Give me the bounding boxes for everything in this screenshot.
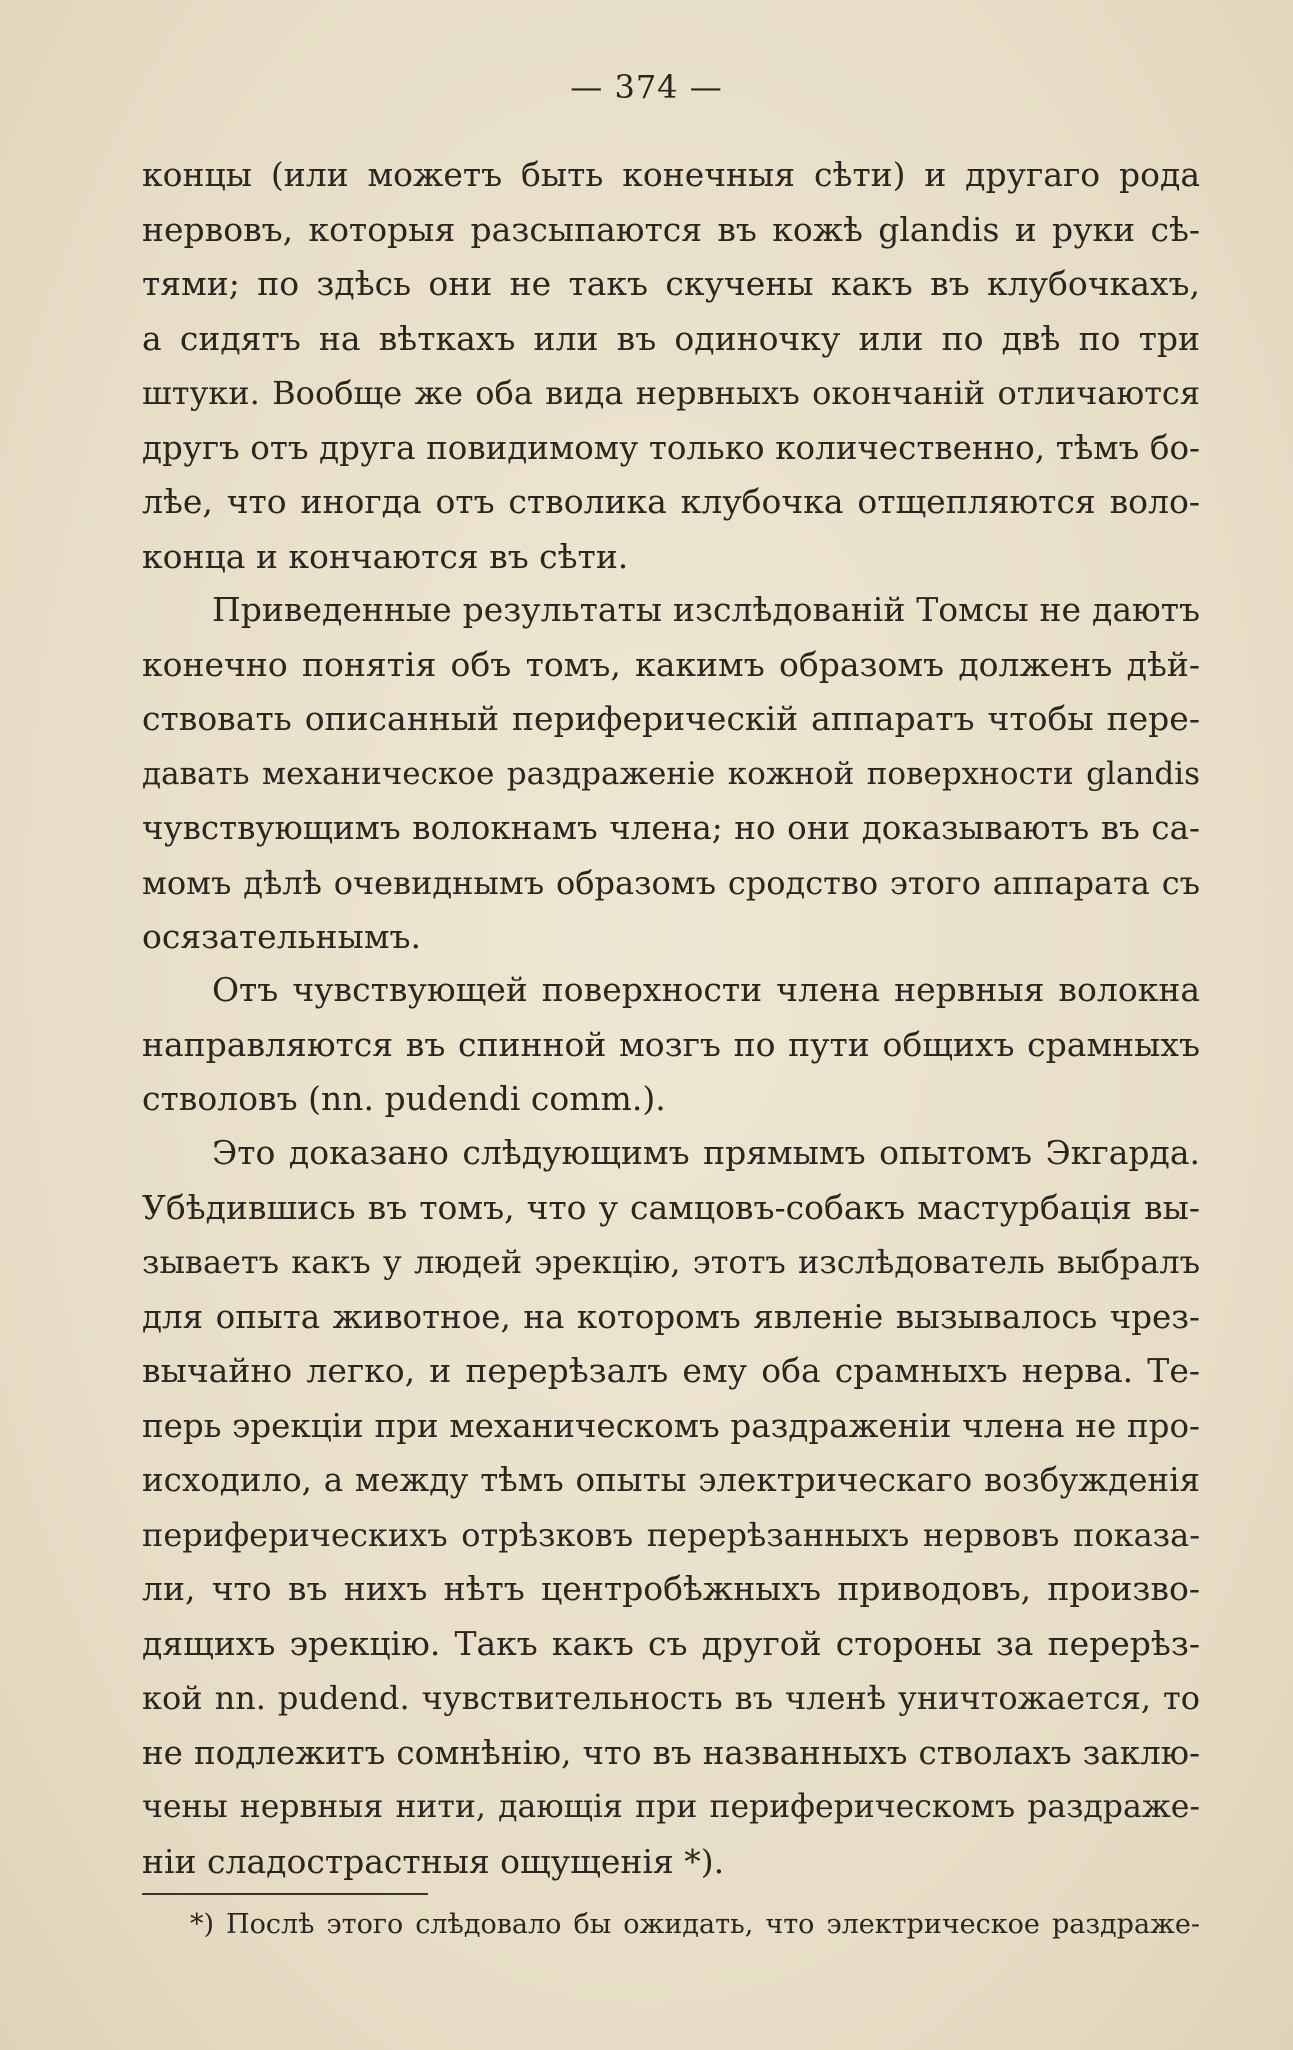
text-line: конечно понятія объ томъ, какимъ образомъ долженъ дѣй- xyxy=(142,644,1200,684)
paragraph-3 xyxy=(142,963,1200,1127)
text-line: момъ дѣлѣ очевиднымъ образомъ сродство этого аппарата съ xyxy=(142,863,1200,902)
text-line: Это доказано слѣдующимъ прямымъ опытомъ Экгарда. xyxy=(212,1133,1200,1172)
text-line: исходило, а между тѣмъ опыты электрическаго возбужденія xyxy=(142,1461,1200,1499)
footnote: *) Послѣ этого слѣдовало бы ожидать, что электрическое раздраже- xyxy=(190,1909,1200,1940)
paragraph-1 xyxy=(142,148,1200,584)
text-line: тями; по здѣсь они не такъ скучены какъ въ клубочкахъ, xyxy=(142,264,1200,303)
text-line: периферическихъ отрѣзковъ перерѣзанныхъ нервовъ показа- xyxy=(142,1515,1200,1554)
text-line: Отъ чувствующей поверхности члена нервныя волокна xyxy=(212,970,1200,1009)
text-line: не подлежитъ сомнѣнію, что въ названныхъ стволахъ заклю- xyxy=(142,1733,1200,1772)
text-line: чены нервныя нити, дающія при периферическомъ раздраже- xyxy=(142,1789,1200,1825)
text-line: Приведенные результаты изслѣдованій Томсы не даютъ xyxy=(212,590,1200,629)
page-number: — 374 — xyxy=(570,68,723,106)
text-line: чувствующимъ волокнамъ члена; но они доказываютъ въ са- xyxy=(142,809,1200,847)
text-line: кой nn. pudend. чувствительность въ членѣ уничтожается, то xyxy=(142,1679,1200,1717)
text-line: стволовъ (nn. pudendi comm.). xyxy=(142,1079,666,1118)
text-line: зываетъ какъ у людей эрекцію, этотъ изслѣдователь выбралъ xyxy=(142,1243,1200,1281)
text-line: ли, что въ нихъ нѣтъ центробѣжныхъ приводовъ, произво- xyxy=(142,1569,1200,1608)
text-line: нервовъ, которыя разсыпаются въ кожѣ glandis и руки сѣ- xyxy=(142,209,1200,249)
text-line: давать механическое раздраженіе кожной поверхности glandis xyxy=(142,755,1200,792)
text-line: другъ отъ друга повидимому только количественно, тѣмъ бо- xyxy=(142,428,1200,467)
text-line: для опыта животное, на которомъ явленіе вызывалось чрез- xyxy=(142,1297,1200,1336)
text-line: перь эрекціи при механическомъ раздраженіи члена не про- xyxy=(142,1406,1200,1445)
text-line: ствовать описанный периферическій аппаратъ чтобы пере- xyxy=(142,699,1200,738)
text-line: лѣе, что иногда отъ стволика клубочка отщепляются воло- xyxy=(142,482,1200,521)
text-line: Убѣдившись въ томъ, что у самцовъ-собакъ мастурбація вы- xyxy=(142,1187,1200,1227)
text-line: дящихъ эрекцію. Такъ какъ съ другой стороны за перерѣз- xyxy=(142,1623,1200,1663)
text-line: вычайно легко, и перерѣзалъ ему оба срамныхъ нерва. Те- xyxy=(142,1351,1200,1390)
paragraph-2 xyxy=(142,583,1200,965)
text-line: концы (или можетъ быть конечныя сѣти) и другаго рода xyxy=(142,155,1200,194)
text-line: штуки. Вообще же оба вида нервныхъ окончаній отличаются xyxy=(142,374,1200,412)
paragraph-4 xyxy=(142,1126,1200,1889)
text-line: ніи сладострастныя ощущенія *). xyxy=(142,1841,725,1881)
text-line: направляются въ спинной мозгъ по пути общихъ срамныхъ xyxy=(142,1024,1200,1064)
text-line: конца и кончаются въ сѣти. xyxy=(142,536,629,576)
text-line: а сидятъ на вѣткахъ или въ одиночку или по двѣ по три xyxy=(142,318,1200,358)
footnote-divider xyxy=(142,1893,428,1895)
text-line: осязательнымъ. xyxy=(142,917,421,956)
